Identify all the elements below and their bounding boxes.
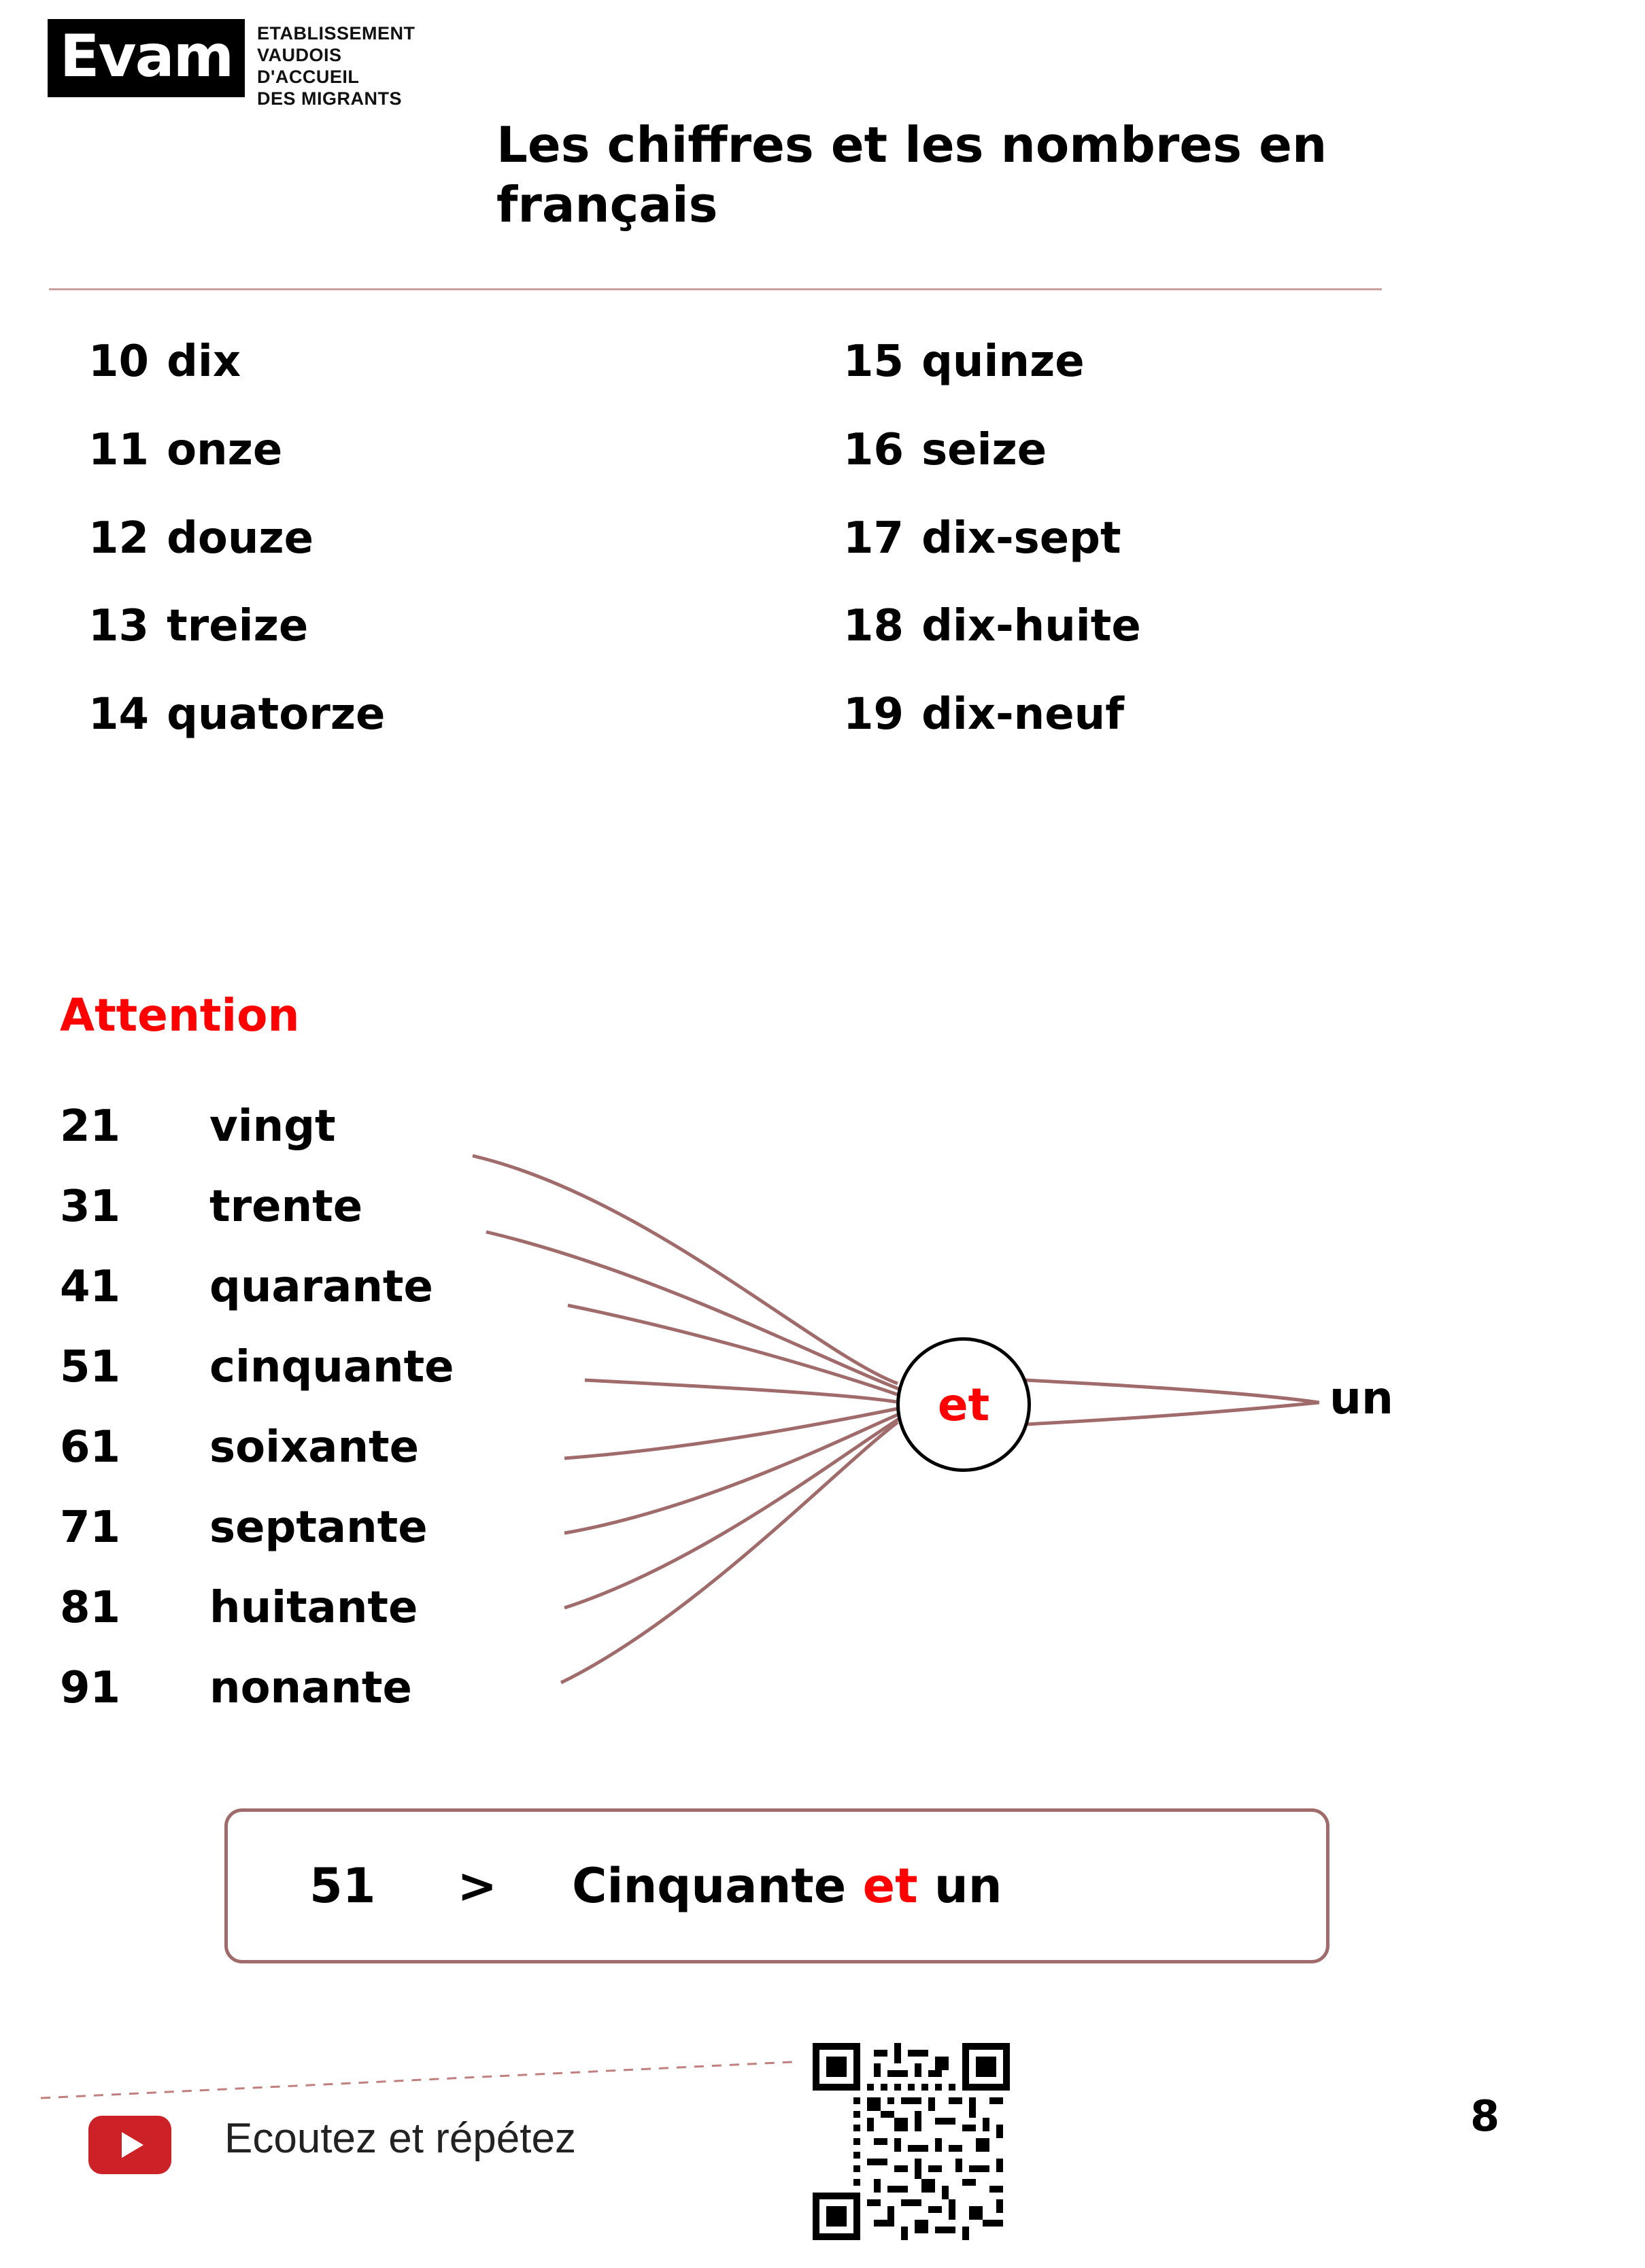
number-word: onze [167, 424, 283, 475]
example-word-end: un [934, 1858, 1002, 1914]
number-entry [88, 510, 843, 568]
logo-tagline-line-3: D'ACCUEIL [257, 66, 360, 87]
number-word: douze [167, 513, 314, 564]
evam-logo-wordmark: Evam [59, 22, 233, 90]
tens-row [60, 1583, 617, 1666]
tens-word: huitante [209, 1583, 418, 1633]
example-box [224, 1808, 1329, 1963]
example-word-et: et [862, 1858, 918, 1914]
tens-row [60, 1262, 617, 1345]
number-value: 11 [88, 424, 150, 475]
number-word: dix-huite [921, 601, 1141, 652]
evam-logo-mark [48, 19, 245, 97]
number-word: seize [921, 424, 1047, 475]
number-value: 18 [843, 601, 904, 652]
number-entry [88, 422, 843, 480]
tens-number: 31 [60, 1182, 121, 1232]
number-word: quinze [921, 337, 1085, 387]
tens-word: trente [209, 1182, 363, 1232]
number-entry [88, 333, 843, 392]
number-value: 19 [843, 689, 904, 740]
number-value: 12 [88, 513, 150, 564]
number-value: 17 [843, 513, 904, 564]
tens-row [60, 1663, 617, 1747]
tens-word: soixante [209, 1422, 420, 1473]
example-word-start: Cinquante [572, 1858, 847, 1914]
tens-number: 91 [60, 1663, 121, 1713]
tens-row [60, 1342, 617, 1426]
tens-word: vingt [209, 1101, 336, 1152]
tens-number: 21 [60, 1101, 121, 1152]
tens-number: 71 [60, 1502, 121, 1553]
footer-caption: Ecoutez et répétez [224, 2115, 576, 2162]
number-word: dix-sept [921, 513, 1121, 564]
tens-word: nonante [209, 1663, 412, 1713]
tens-list [60, 1101, 617, 1747]
number-entry [843, 510, 1380, 568]
youtube-play-icon[interactable] [88, 2116, 171, 2174]
number-word: quatorze [167, 689, 386, 740]
footer-dashed-line [37, 2059, 799, 2102]
number-entry [843, 422, 1380, 480]
number-entry [843, 598, 1380, 656]
play-triangle-icon [122, 2132, 143, 2158]
tens-number: 61 [60, 1422, 121, 1473]
example-number: 51 [309, 1858, 376, 1914]
tens-word: quarante [209, 1262, 433, 1312]
evam-logo [48, 19, 416, 109]
page-number: 8 [1470, 2091, 1500, 2141]
number-word: dix-neuf [921, 689, 1125, 740]
evam-logo-tagline [257, 23, 416, 109]
number-value: 14 [88, 689, 150, 740]
number-entry [88, 598, 843, 656]
tens-row [60, 1422, 617, 1506]
number-entry [843, 686, 1380, 744]
number-value: 10 [88, 337, 150, 387]
et-node-label: et [937, 1378, 990, 1431]
et-node [896, 1337, 1031, 1472]
number-word: treize [167, 601, 309, 652]
logo-tagline-line-1: ETABLISSEMENT [257, 23, 416, 44]
number-entry [843, 333, 1380, 392]
tens-row [60, 1182, 617, 1265]
tens-number: 51 [60, 1342, 121, 1392]
number-value: 15 [843, 337, 904, 387]
page-title: Les chiffres et les nombres en français [496, 116, 1327, 233]
tens-row [60, 1101, 617, 1185]
attention-heading: Attention [60, 989, 300, 1042]
number-entry [88, 686, 843, 744]
number-word: dix [167, 337, 241, 387]
number-value: 13 [88, 601, 150, 652]
logo-tagline-line-4: DES MIGRANTS [257, 88, 403, 109]
numbers-list [88, 333, 1380, 744]
number-value: 16 [843, 424, 904, 475]
tens-word: septante [209, 1502, 428, 1553]
tens-number: 41 [60, 1262, 121, 1312]
tens-number: 81 [60, 1583, 121, 1633]
example-arrow: > [457, 1858, 498, 1914]
example-content [228, 1858, 1002, 1914]
title-divider [49, 288, 1382, 290]
un-label: un [1329, 1372, 1393, 1424]
tens-row [60, 1502, 617, 1586]
qr-code[interactable] [813, 2043, 1010, 2240]
logo-tagline-line-2: VAUDOIS [257, 44, 342, 65]
tens-word: cinquante [209, 1342, 454, 1392]
